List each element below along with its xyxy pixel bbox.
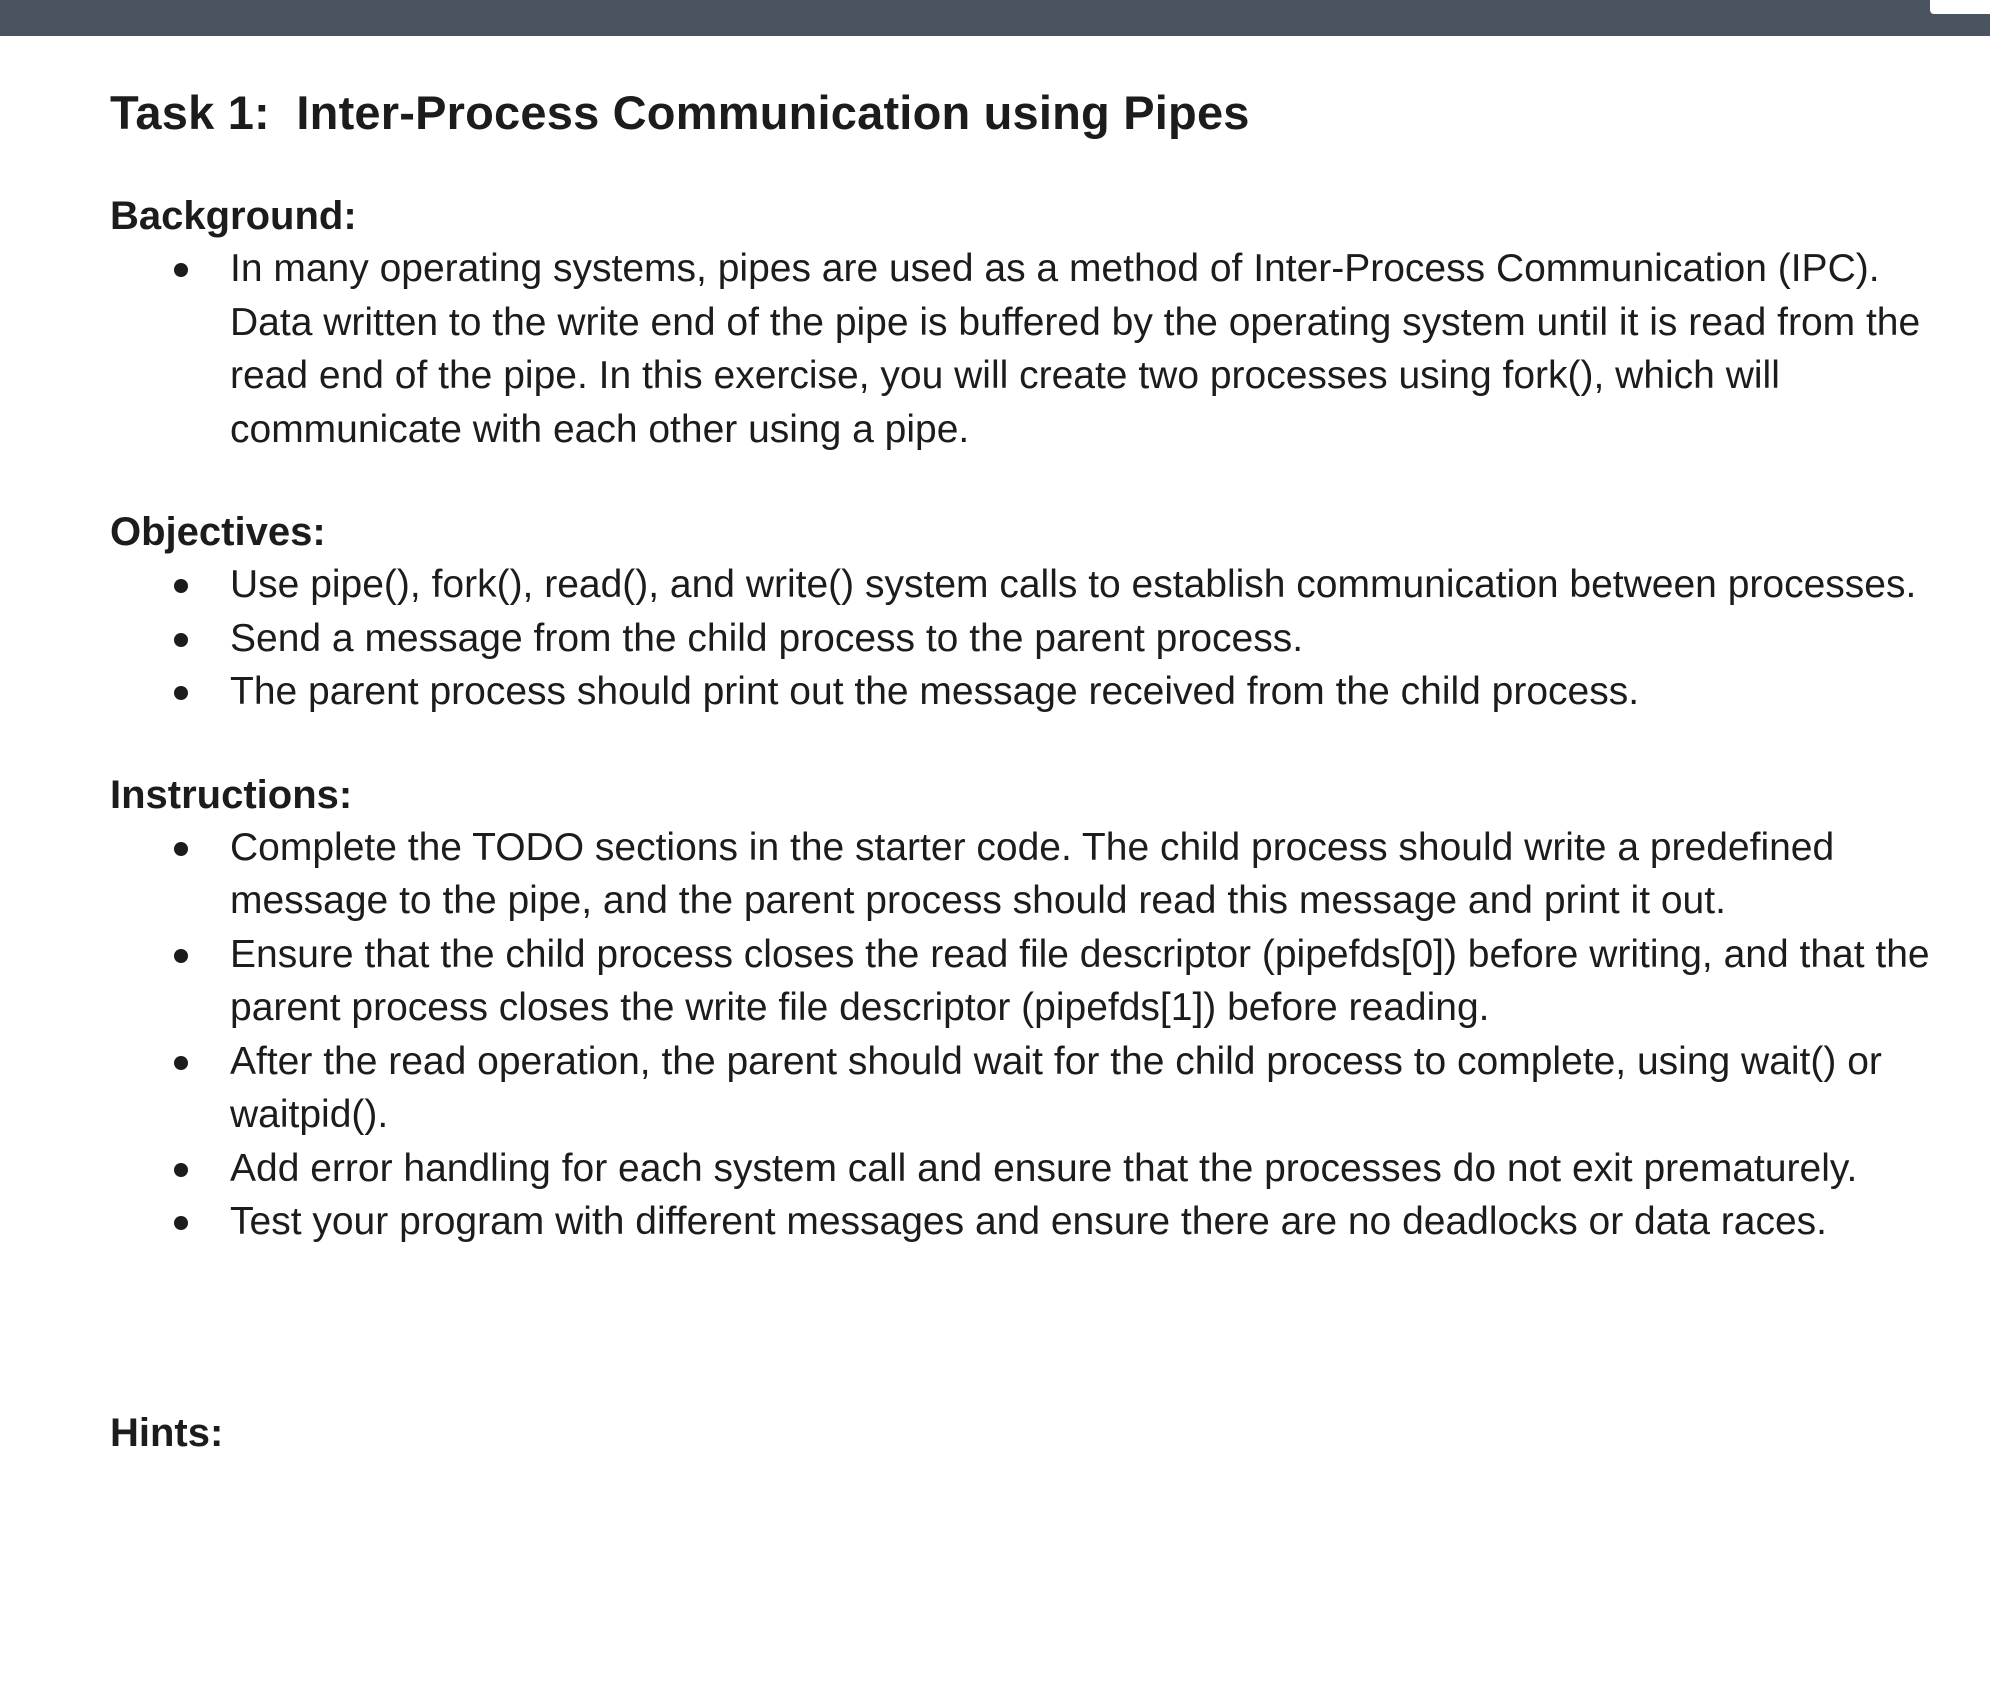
instructions-list bbox=[110, 821, 1940, 1249]
instruction-item bbox=[110, 928, 1940, 1035]
objective-item bbox=[110, 665, 1940, 719]
objectives-heading: Objectives: bbox=[110, 510, 326, 554]
hints-heading: Hints: bbox=[110, 1410, 224, 1455]
background-item bbox=[110, 242, 1940, 456]
background-section bbox=[110, 190, 1940, 456]
instructions-section bbox=[110, 769, 1940, 1249]
bullet-icon bbox=[174, 1056, 188, 1070]
objective-item-text: The parent process should print out the message received from the child process. bbox=[230, 670, 1640, 713]
instruction-item bbox=[110, 821, 1940, 928]
background-list bbox=[110, 242, 1940, 456]
instructions-heading: Instructions: bbox=[110, 772, 353, 817]
bullet-icon bbox=[174, 686, 188, 700]
instruction-item-text: Add error handling for each system call and ensure that the processes do not exit prematurely. bbox=[230, 1146, 1858, 1190]
bullet-icon bbox=[174, 1163, 188, 1177]
bullet-icon bbox=[174, 949, 188, 963]
top-bar-tab bbox=[1930, 0, 1990, 14]
window-top-bar bbox=[0, 0, 1990, 36]
bullet-icon bbox=[174, 263, 188, 277]
bullet-icon bbox=[174, 1216, 188, 1230]
instruction-item bbox=[110, 1195, 1940, 1249]
bullet-icon bbox=[174, 633, 188, 647]
instruction-item-text: After the read operation, the parent should wait for the child process to complete, using wait() or waitpid(). bbox=[230, 1039, 1882, 1136]
instruction-item bbox=[110, 1142, 1940, 1196]
instruction-item-text: Test your program with different messages and ensure there are no deadlocks or data races. bbox=[230, 1200, 1827, 1243]
bullet-icon bbox=[174, 579, 188, 593]
instruction-item-text: Ensure that the child process closes the read file descriptor (pipefds[0]) before writing, and that the parent process closes the write file descriptor (pipefds[1]) before reading. bbox=[230, 932, 1930, 1029]
background-heading: Background: bbox=[110, 194, 357, 238]
objective-item bbox=[110, 558, 1940, 612]
hints-section bbox=[110, 1407, 1940, 1459]
objectives-section bbox=[110, 506, 1940, 719]
instruction-item-text: Complete the TODO sections in the starter code. The child process should write a predefined message to the pipe, and the parent process should read this message and print it out. bbox=[230, 825, 1835, 922]
objective-item bbox=[110, 612, 1940, 666]
objective-item-text: Send a message from the child process to the parent process. bbox=[230, 616, 1304, 660]
document-body bbox=[110, 80, 1940, 1459]
background-item-text: In many operating systems, pipes are used as a method of Inter-Process Communication (IPC). Data written to the write end of the pipe is buffered by the operating system until it is read from the read end of the pipe. In this exercise, you will create two processes using fork(), which will communicate with each other using a pipe. bbox=[230, 247, 1921, 451]
bullet-icon bbox=[174, 842, 188, 856]
objective-item-text: Use pipe(), fork(), read(), and write() system calls to establish communication between processes. bbox=[230, 563, 1917, 606]
objectives-list bbox=[110, 558, 1940, 719]
document-title: Task 1: Inter-Process Communication using Pipes bbox=[110, 86, 1250, 139]
instruction-item bbox=[110, 1035, 1940, 1142]
